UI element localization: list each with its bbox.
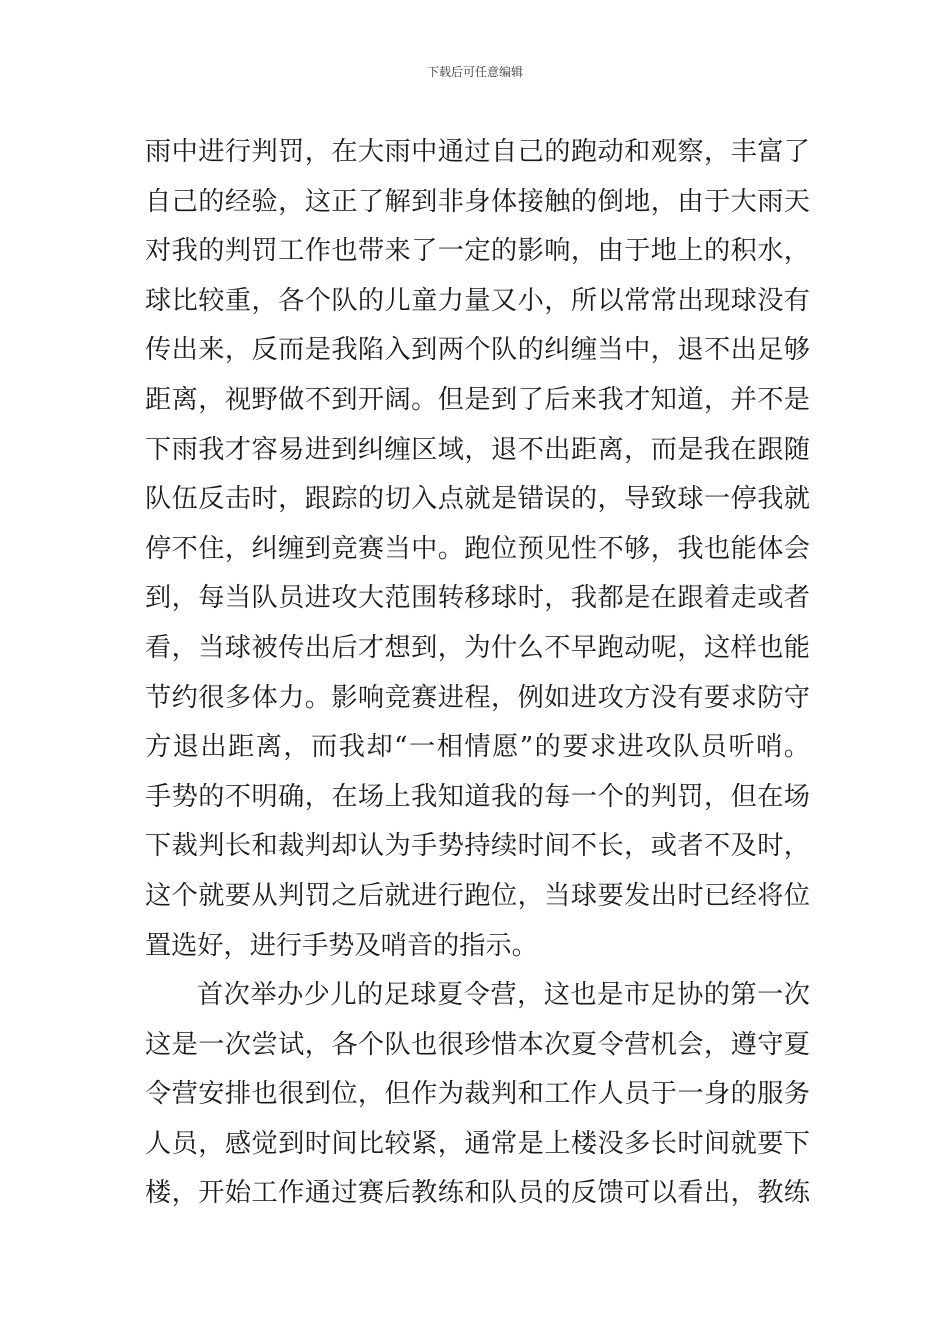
text-line: 楼，开始工作通过赛后教练和队员的反馈可以看出，教练 <box>145 1178 810 1209</box>
text-line: 下雨我才容易进到纠缠区域，退不出距离，而是我在跟随 <box>145 434 810 465</box>
text-line: 传出来，反而是我陷入到两个队的纠缠当中，退不出足够 <box>145 335 810 366</box>
document-body <box>145 128 810 1219</box>
text-line: 人员，感觉到时间比较紧，通常是上楼没多长时间就要下 <box>145 1128 810 1159</box>
text-line: 雨中进行判罚，在大雨中通过自己的跑动和观察，丰富了 <box>145 137 810 167</box>
text-line: 距离，视野做不到开阔。但是到了后来我才知道，并不是 <box>145 384 810 415</box>
text-line: 队伍反击时，跟踪的切入点就是错误的，导致球一停我就 <box>145 484 810 515</box>
text-line: 这个就要从判罚之后就进行跑位，当球要发出时已经将位 <box>145 880 810 911</box>
text-line: 自己的经验，这正了解到非身体接触的倒地，由于大雨天 <box>145 186 810 217</box>
text-line: 这是一次尝试，各个队也很珍惜本次夏令营机会，遵守夏 <box>145 1029 810 1060</box>
text-line: 看，当球被传出后才想到，为什么不早跑动呢，这样也能 <box>145 632 810 663</box>
text-line: 方退出距离，而我却“一相情愿”的要求进攻队员听哨。 <box>145 732 810 763</box>
text-line: 对我的判罚工作也带来了一定的影响，由于地上的积水， <box>145 236 810 267</box>
text-line: 首次举办少儿的足球夏令营，这也是市足协的第一次 <box>197 980 810 1011</box>
text-line: 节约很多体力。影响竞赛进程，例如进攻方没有要求防守 <box>145 682 810 713</box>
paragraph-2 <box>145 971 810 1219</box>
text-line: 停不住，纠缠到竞赛当中。跑位预见性不够，我也能体会 <box>145 533 810 564</box>
text-line: 到，每当队员进攻大范围转移球时，我都是在跟着走或者 <box>145 583 810 614</box>
text-line: 下裁判长和裁判却认为手势持续时间不长，或者不及时， <box>145 831 810 862</box>
paragraph-1 <box>145 128 810 971</box>
text-line: 置选好，进行手势及哨音的指示。 <box>145 930 538 961</box>
page-header: 下载后可任意编辑 <box>426 65 523 79</box>
text-line: 令营安排也很到位，但作为裁判和工作人员于一身的服务 <box>145 1079 810 1110</box>
text-line: 球比较重，各个队的儿童力量又小，所以常常出现球没有 <box>145 285 810 316</box>
text-line: 手势的不明确，在场上我知道我的每一个的判罚，但在场 <box>145 781 810 812</box>
